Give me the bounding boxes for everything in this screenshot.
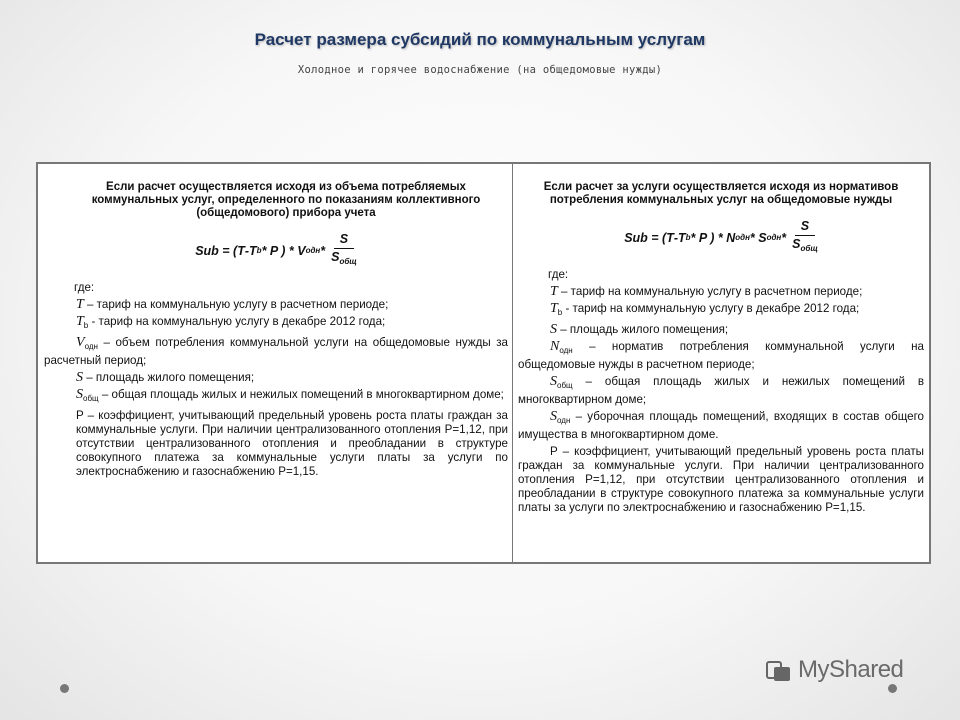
definition-text: – норматив потребления коммунальной услуги на общедомовые нужды в расчетном периоде; [518, 340, 924, 371]
definition-text: – общая площадь жилых и нежилых помещений в многоквартирном доме; [98, 388, 504, 401]
myshared-watermark [766, 656, 903, 684]
definition-item [518, 340, 924, 372]
definition-symbol: T [550, 284, 558, 299]
fraction-numerator: S [795, 219, 815, 236]
left-definitions [44, 298, 508, 406]
definition-item [518, 410, 924, 442]
formula-v-sub: одн [305, 245, 321, 255]
formula-lhs: Sub = (T [195, 243, 245, 258]
right-column [513, 164, 929, 562]
definition-symbol-sub: b [557, 308, 563, 317]
fraction-numerator: S [334, 232, 354, 249]
definition-text: – тариф на коммунальную услугу в расчетном периоде; [557, 285, 863, 298]
definition-text: – уборочная площадь помещений, входящих в состав общего имущества в многоквартирном доме. [518, 410, 924, 441]
formula-s-mid: * S [749, 230, 767, 245]
formula-times: * [320, 243, 326, 258]
definition-item [44, 371, 508, 385]
fraction-denominator: $S_{общ}$ [792, 237, 818, 253]
definition-text: - тариф на коммунальную услугу в декабре 2012 года; [562, 302, 860, 315]
formula-tb: T [678, 230, 686, 245]
slide-subtitle: Холодное и горячее водоснабжение (на общедомовые нужды) [297, 64, 663, 76]
formula-table [36, 162, 931, 564]
definition-text: – тариф на коммунальную услугу в расчетном периоде; [83, 298, 389, 311]
right-p-definition: P – коэффициент, учитывающий предельный уровень роста платы граждан за коммунальные услуги. При наличии централизованного отопления P=1,12, при отсутствии централизованного отопления и преобладании в структуре совокупного платежа за коммунальные услуги платы за услуги по электроснабжению и газоснабжению P=1,15. [518, 445, 924, 514]
watermark-text: MyShared [798, 656, 904, 683]
right-formula [518, 219, 924, 256]
slide-title: Расчет размера субсидий по коммунальным услугам [254, 30, 706, 49]
definition-item [518, 302, 924, 320]
fraction-denominator: $S_{общ}$ [331, 250, 357, 266]
myshared-logo-icon [766, 657, 792, 683]
definition-symbol: S [550, 374, 557, 389]
nav-dot-left [60, 684, 69, 693]
formula-tb-sub: b [685, 232, 691, 242]
left-column [38, 164, 513, 562]
formula-fraction [331, 232, 357, 269]
formula-n-sub: одн [735, 232, 750, 242]
definition-symbol-sub: одн [559, 346, 573, 355]
definition-symbol-sub: общ [83, 394, 99, 403]
left-p-definition: P – коэффициент, учитывающий предельный уровень роста платы граждан за коммунальные услуги. При наличии централизованного отопления P=1,12, при отсутствии централизованного отопления и преобладании в структуре совокупного платежа за коммунальные услуги платы за услуги по электроснабжению и газоснабжению P=1,15. [76, 409, 508, 478]
formula-mid: * P ) * N [690, 230, 736, 245]
definition-symbol-sub: одн [557, 416, 571, 425]
definition-symbol: T [76, 297, 84, 312]
definition-text: – объем потребления коммунальной услуги на общедомовые нужды за расчетный период; [44, 336, 508, 367]
definition-symbol: S [550, 409, 557, 424]
definition-item [518, 375, 924, 407]
formula-tb-sub: b [256, 245, 262, 255]
formula-minus: - [244, 243, 250, 258]
formula-s-sub: одн [766, 232, 782, 242]
definition-symbol: V [76, 335, 85, 350]
definition-item [44, 315, 508, 333]
definition-item [518, 323, 924, 337]
definition-symbol: S [550, 322, 557, 337]
formula-mid: * P ) * V [261, 243, 306, 258]
nav-dot-right [888, 684, 897, 693]
definition-symbol-sub: одн [84, 342, 98, 351]
definition-item [44, 298, 508, 312]
definition-symbol: T [76, 314, 84, 329]
formula-tb: T [249, 243, 257, 258]
right-header: Если расчет за услуги осуществляется исходя из нормативов потребления коммунальных услуг на общедомовые нужды [543, 181, 899, 206]
left-formula [44, 232, 508, 269]
definition-item [518, 285, 924, 299]
right-where-label: где: [548, 268, 569, 281]
formula-times: * [781, 230, 787, 245]
left-header: Если расчет осуществляется исходя из объема потребляемых коммунальных услуг, определенного по показаниям коллективного (общедомового) прибора учета [91, 181, 481, 219]
definition-text: – площадь жилого помещения; [83, 371, 255, 384]
definition-item [44, 336, 508, 368]
definition-item [44, 388, 508, 406]
right-definitions [518, 285, 924, 442]
definition-symbol: S [76, 387, 83, 402]
definition-symbol: S [76, 370, 83, 385]
definition-symbol: N [550, 339, 560, 354]
definition-text: – площадь жилого помещения; [557, 323, 729, 336]
formula-lhs: Sub = (T [624, 230, 674, 245]
definition-symbol-sub: общ [557, 381, 573, 390]
formula-fraction [792, 219, 818, 256]
left-where-label: где: [74, 281, 95, 294]
definition-text: - тариф на коммунальную услугу в декабре 2012 года; [88, 315, 386, 328]
definition-symbol: T [550, 301, 558, 316]
definition-text: – общая площадь жилых и нежилых помещений в многоквартирном доме; [518, 375, 924, 406]
formula-minus: - [673, 230, 679, 245]
definition-symbol-sub: b [83, 321, 89, 330]
